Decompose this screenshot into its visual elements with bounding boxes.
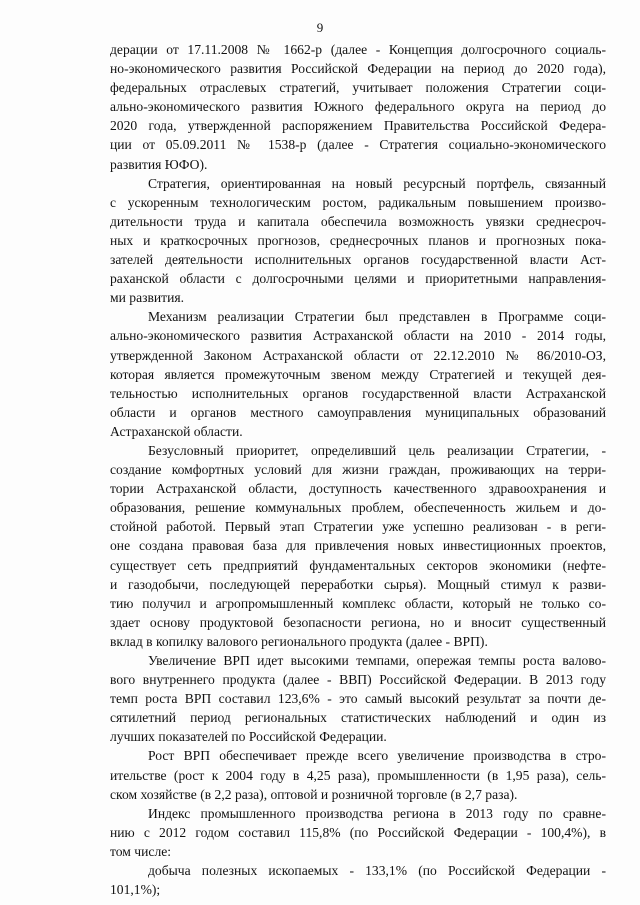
text-line: создание комфортных условий для жизни граждан, проживающих на терри-	[110, 462, 606, 478]
text-line: вого внутреннего продукта (далее - ВВП) Российской Федерации. В 2013 году	[110, 672, 606, 688]
text-line: сятилетний период региональных статистических наблюдений и один из	[110, 710, 606, 726]
paragraph	[110, 40, 606, 174]
text-line: темп роста ВРП составил 123,6% - это самый высокий результат за почти де-	[110, 691, 606, 707]
text-line: добыча полезных ископаемых - 133,1% (по Российской Федерации -	[148, 863, 606, 879]
text-line: утвержденной Законом Астраханской области от 22.12.2010 № 86/2010-ОЗ,	[110, 347, 606, 363]
text-line: дительности труда и капитала обеспечила возможность увязки среднесроч-	[110, 213, 606, 229]
text-line: тию получил и агропромышленный комплекс области, который не только со-	[110, 595, 606, 611]
text-line: том числе:	[110, 843, 172, 859]
text-line: и газодобычи, последующей переработки сырья). Мощный стимул к разви-	[110, 576, 606, 592]
text-line: ми развития.	[110, 290, 185, 306]
text-line: Астраханской области.	[110, 423, 243, 439]
text-line: ных и краткосрочных прогнозов, среднесрочных планов и прогнозных пока-	[110, 232, 606, 248]
text-line: но-экономического развития Российской Федерации на период до 2020 года),	[110, 61, 606, 77]
text-line: с ускоренным технологическим ростом, радикальным повышением произво-	[110, 194, 606, 210]
text-line: оне создана правовая база для привлечения новых инвестиционных проектов,	[110, 538, 606, 554]
paragraph	[110, 307, 606, 441]
paragraph	[110, 746, 606, 803]
text-line: области и органов местного самоуправления муниципальных образований	[110, 404, 606, 420]
text-line: Индекс промышленного производства региона в 2013 году по сравне-	[148, 805, 606, 821]
paragraph	[110, 861, 606, 899]
text-line: вклад в копилку валового регионального продукта (далее - ВРП).	[110, 633, 488, 649]
text-line: Увеличение ВРП идет высокими темпами, опережая темпы роста валово-	[148, 653, 606, 668]
text-line: развития ЮФО).	[110, 156, 208, 172]
text-line: ительстве (рост к 2004 году в 4,25 раза), промышленности (в 1,95 раза), сель-	[110, 767, 606, 783]
text-line: Стратегия, ориентированная на новый ресурсный портфель, связанный	[148, 175, 606, 191]
text-line: ально-экономического развития Южного федерального округа на период до	[110, 99, 606, 115]
text-line: Механизм реализации Стратегии был представлен в Программе соци-	[148, 309, 606, 325]
text-line: раханской области с долгосрочными целями и приоритетными направления-	[110, 271, 606, 287]
text-line: Безусловный приоритет, определивший цель реализации Стратегии, -	[148, 442, 606, 458]
text-line: зателей деятельности исполнительных органов государственной власти Аст-	[110, 252, 606, 268]
text-line: ально-экономического развития Астраханской области на 2010 - 2014 годы,	[110, 328, 606, 344]
text-line: образования, решение коммунальных проблем, обеспеченность жильем и до-	[110, 500, 606, 516]
page-number: 9	[316, 20, 324, 35]
text-line: Рост ВРП обеспечивает прежде всего увеличение производства в стро-	[148, 748, 606, 764]
text-line: 2020 года, утвержденной распоряжением Правительства Российской Федера-	[110, 118, 606, 134]
text-line: стойной работой. Первый этап Стратегии уже успешно реализован - в реги-	[110, 519, 606, 535]
text-line: которая является промежуточным звеном между Стратегией и текущей дея-	[110, 366, 606, 382]
paragraph	[110, 174, 606, 308]
paragraph	[110, 651, 606, 746]
text-line: существует сеть предприятий фундаментальных секторов экономики (нефте-	[110, 557, 606, 573]
text-line: тельностью исполнительных органов государственной власти Астраханской	[110, 385, 606, 401]
paragraph	[110, 804, 606, 861]
document-body	[110, 40, 606, 899]
text-line: дерации от 17.11.2008 № 1662-р (далее - Концепция долгосрочного социаль-	[110, 42, 606, 57]
text-line: ции от 05.09.2011 № 1538-р (далее - Стратегия социально-экономического	[110, 137, 606, 153]
paragraph	[110, 441, 606, 651]
text-line: лучших показателей по Российской Федерации.	[110, 729, 387, 745]
text-line: здает основу продуктовой безопасности региона, но и вносит существенный	[110, 614, 606, 630]
text-line: нию с 2012 годом составил 115,8% (по Российской Федерации - 100,4%), в	[110, 824, 606, 840]
text-line: 101,1%);	[110, 882, 161, 898]
text-line: тории Астраханской области, доступность качественного здравоохранения и	[110, 481, 606, 497]
text-line: ском хозяйстве (в 2,2 раза), оптовой и розничной торговле (в 2,7 раза).	[110, 786, 518, 802]
text-line: федеральных отраслевых стратегий, учитывает положения Стратегии соци-	[110, 80, 606, 96]
